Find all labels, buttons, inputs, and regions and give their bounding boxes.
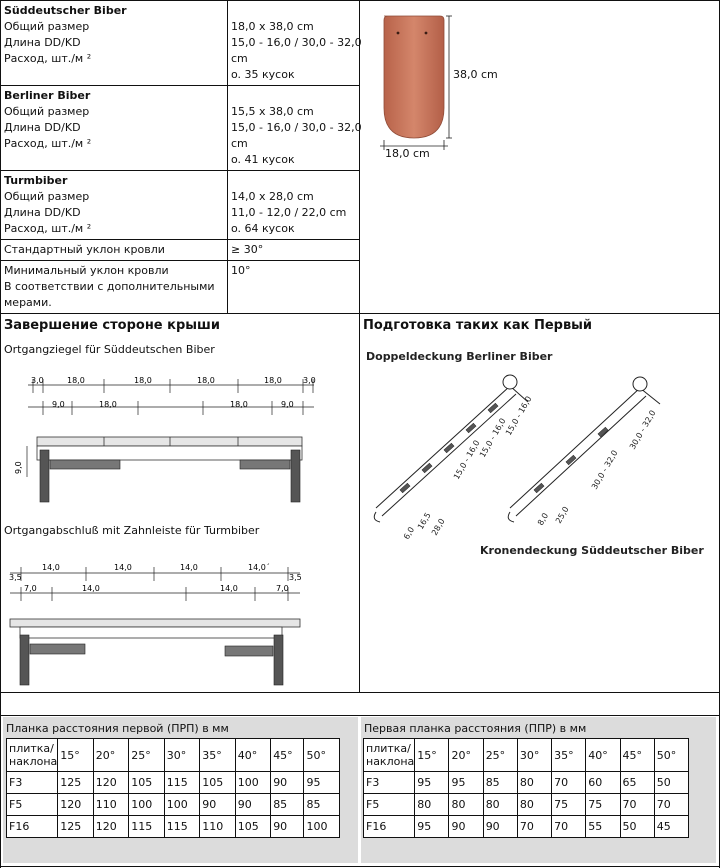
angle-cell: 40° — [586, 739, 620, 772]
value-cell: 75 — [552, 794, 586, 816]
value-cell: 80 — [517, 772, 551, 794]
value-cell: 80 — [517, 794, 551, 816]
table-row — [7, 816, 340, 838]
value-cell: 90 — [271, 816, 304, 838]
value-cell: 70 — [552, 772, 586, 794]
angle-cell: 25° — [483, 739, 517, 772]
row-label: F16 — [7, 816, 58, 838]
table-row — [7, 794, 340, 816]
value-cell: 45 — [654, 816, 688, 838]
dim-label: 3,5 — [9, 573, 22, 582]
angle-cell: 35° — [200, 739, 235, 772]
value-cell: 75 — [586, 794, 620, 816]
standard-pitch-label: Стандартный уклон кровли — [4, 243, 165, 256]
value-cell: 70 — [620, 794, 654, 816]
dim-label: 14,0 — [220, 584, 238, 593]
table-row — [364, 794, 689, 816]
value-cell: 85 — [271, 794, 304, 816]
value-cell: 125 — [58, 772, 93, 794]
value-cell: 100 — [235, 772, 270, 794]
value-cell: 90 — [235, 794, 270, 816]
table-header-cell: плитка/ наклона — [7, 739, 58, 772]
angle-cell: 50° — [304, 739, 340, 772]
spec-label: Длина DD/KD — [4, 206, 81, 219]
dim-label: 14,0 — [180, 563, 198, 572]
value-cell: 120 — [93, 816, 128, 838]
dim-label: 3,0 — [31, 376, 44, 385]
angle-cell: 25° — [129, 739, 164, 772]
spec-value: 15,0 - 16,0 / 30,0 - 32,0 — [231, 121, 362, 134]
value-cell: 90 — [483, 816, 517, 838]
spec-label: Общий размер — [4, 105, 90, 118]
tile-shape — [384, 16, 444, 138]
angle-cell: 45° — [620, 739, 654, 772]
first-batten-table-right — [363, 738, 689, 838]
table-row — [364, 816, 689, 838]
spec-value: 11,0 - 12,0 / 22,0 cm — [231, 206, 347, 219]
spec-value: cm — [231, 137, 248, 150]
edge-subtitle-1: Ortgangziegel für Süddeutschen Biber — [4, 343, 215, 356]
value-cell: 100 — [164, 794, 199, 816]
spec-label: Расход, шт./м ² — [4, 137, 92, 150]
value-cell: 120 — [58, 794, 93, 816]
angle-cell: 15° — [58, 739, 93, 772]
diagram-label-left: Doppeldeckung Berliner Biber — [366, 350, 553, 363]
row-label: F5 — [7, 794, 58, 816]
table-row — [7, 772, 340, 794]
spec-value: o. 64 кусок — [231, 222, 295, 235]
value-cell: 110 — [200, 816, 235, 838]
standard-pitch-value: ≥ 30° — [231, 243, 264, 256]
value-cell: 70 — [552, 816, 586, 838]
min-pitch-note: мерами. — [4, 296, 52, 309]
divider-row5 — [0, 313, 720, 314]
angle-cell: 20° — [449, 739, 483, 772]
tile-nail-hole — [425, 32, 428, 35]
value-cell: 115 — [164, 772, 199, 794]
first-batten-table-left — [6, 738, 340, 838]
value-cell: 85 — [304, 794, 340, 816]
table-row — [364, 772, 689, 794]
table-right-caption: Первая планка расстояния (ППР) в мм — [364, 722, 587, 735]
diagram-label-right: Kronendeckung Süddeutscher Biber — [480, 544, 704, 557]
biber-tile-illustration — [360, 0, 719, 313]
spec-name: Berliner Biber — [4, 89, 91, 102]
value-cell: 90 — [271, 772, 304, 794]
dim-label: 14,0 — [82, 584, 100, 593]
value-cell: 110 — [93, 794, 128, 816]
spec-value: 18,0 x 38,0 cm — [231, 20, 314, 33]
value-cell: 80 — [449, 794, 483, 816]
value-cell: 55 — [586, 816, 620, 838]
min-pitch-note: В соответствии с дополнительными — [4, 280, 215, 293]
dim-label: 25,0 — [553, 505, 571, 525]
spec-label: Общий размер — [4, 190, 90, 203]
dim-label: 18,0 — [99, 400, 117, 409]
dim-label: 18,0 — [67, 376, 85, 385]
value-cell: 50 — [620, 816, 654, 838]
dim-label: 15,0 - 16,0 — [477, 416, 508, 459]
angle-cell: 45° — [271, 739, 304, 772]
frame-bottom — [0, 866, 720, 867]
row-label: F3 — [7, 772, 58, 794]
value-cell: 70 — [517, 816, 551, 838]
dim-label: 7,0 — [24, 584, 37, 593]
dim-label: 3,0 — [303, 376, 316, 385]
spec-label: Расход, шт./м ² — [4, 222, 92, 235]
value-cell: 90 — [200, 794, 235, 816]
value-cell: 115 — [164, 816, 199, 838]
spec-value: o. 35 кусок — [231, 68, 295, 81]
dim-label: 28,0 — [429, 517, 447, 537]
dim-label: 30,0 - 32,0 — [627, 408, 658, 451]
dim-label: 9,0 — [14, 461, 23, 474]
dim-label: 6,0 — [401, 525, 417, 541]
spec-label: Общий размер — [4, 20, 90, 33]
divider-row6 — [0, 692, 720, 693]
value-cell: 85 — [483, 772, 517, 794]
dim-label: 14,0´ — [248, 563, 270, 572]
value-cell: 80 — [483, 794, 517, 816]
spec-label: Расход, шт./м ² — [4, 52, 92, 65]
table-header-row — [7, 739, 340, 772]
dim-label: 15,0 - 16,0 — [503, 394, 534, 437]
dim-label: 14,0 — [42, 563, 60, 572]
dim-label: 8,0 — [535, 511, 551, 527]
tile-nail-hole — [397, 32, 400, 35]
verge-diagram-turmbiber — [0, 560, 359, 690]
value-cell: 50 — [654, 772, 688, 794]
value-cell: 95 — [415, 816, 449, 838]
divider-row3 — [0, 239, 359, 240]
value-cell: 105 — [200, 772, 235, 794]
dim-label: 18,0 — [134, 376, 152, 385]
dim-label: 18,0 — [264, 376, 282, 385]
angle-cell: 30° — [517, 739, 551, 772]
row-label: F5 — [364, 794, 415, 816]
spec-value: 15,5 x 38,0 cm — [231, 105, 314, 118]
value-cell: 65 — [620, 772, 654, 794]
min-pitch-value: 10° — [231, 264, 251, 277]
spec-label: Длина DD/KD — [4, 121, 81, 134]
divider-col1 — [227, 0, 228, 313]
angle-cell: 30° — [164, 739, 199, 772]
row-label: F16 — [364, 816, 415, 838]
angle-cell: 15° — [415, 739, 449, 772]
verge-diagram-sueddeutsch — [0, 362, 359, 512]
angle-cell: 35° — [552, 739, 586, 772]
value-cell: 100 — [304, 816, 340, 838]
dim-label: 16,5 — [415, 511, 433, 531]
dim-label: 9,0 — [52, 400, 65, 409]
spec-value: o. 41 кусок — [231, 153, 295, 166]
angle-cell: 20° — [93, 739, 128, 772]
edge-section-title: Завершение стороне крыши — [4, 318, 220, 333]
value-cell: 95 — [415, 772, 449, 794]
divider-row1 — [0, 85, 359, 86]
dim-label: 9,0 — [281, 400, 294, 409]
dim-label: 14,0 — [114, 563, 132, 572]
table-left-caption: Планка расстояния первой (ПРП) в мм — [6, 722, 229, 735]
dim-label: 30,0 - 32,0 — [589, 448, 620, 491]
divider-row2 — [0, 170, 359, 171]
dim-label: 18,0 — [230, 400, 248, 409]
spec-value: 15,0 - 16,0 / 30,0 - 32,0 — [231, 36, 362, 49]
spec-name: Turmbiber — [4, 174, 68, 187]
value-cell: 125 — [58, 816, 93, 838]
spec-value: 14,0 x 28,0 cm — [231, 190, 314, 203]
prep-section-title: Подготовка таких как Первый — [363, 318, 593, 333]
value-cell: 60 — [586, 772, 620, 794]
angle-cell: 40° — [235, 739, 270, 772]
min-pitch-label: Минимальный уклон кровли — [4, 264, 169, 277]
table-header-cell: плитка/ наклона — [364, 739, 415, 772]
dim-label: 15,0 - 16,0 — [451, 438, 482, 481]
value-cell: 105 — [129, 772, 164, 794]
dim-label: 7,0 — [276, 584, 289, 593]
spec-label: Длина DD/KD — [4, 36, 81, 49]
edge-subtitle-2: Ortgangabschluß mit Zahnleiste für Turmbiber — [4, 524, 260, 537]
value-cell: 100 — [129, 794, 164, 816]
dim-label: 18,0 — [197, 376, 215, 385]
table-header-row — [364, 739, 689, 772]
angle-cell: 50° — [654, 739, 688, 772]
divider-row4 — [0, 260, 359, 261]
spec-name: Süddeutscher Biber — [4, 4, 127, 17]
value-cell: 95 — [304, 772, 340, 794]
value-cell: 105 — [235, 816, 270, 838]
divider-row7 — [0, 715, 720, 716]
tile-width-label: 18,0 cm — [385, 147, 430, 160]
row-label: F3 — [364, 772, 415, 794]
value-cell: 90 — [449, 816, 483, 838]
tile-height-label: 38,0 cm — [453, 68, 498, 81]
value-cell: 80 — [415, 794, 449, 816]
value-cell: 95 — [449, 772, 483, 794]
dim-label: 3,5 — [289, 573, 302, 582]
value-cell: 70 — [654, 794, 688, 816]
value-cell: 115 — [129, 816, 164, 838]
eaves-diagram — [360, 340, 719, 560]
value-cell: 120 — [93, 772, 128, 794]
spec-value: cm — [231, 52, 248, 65]
